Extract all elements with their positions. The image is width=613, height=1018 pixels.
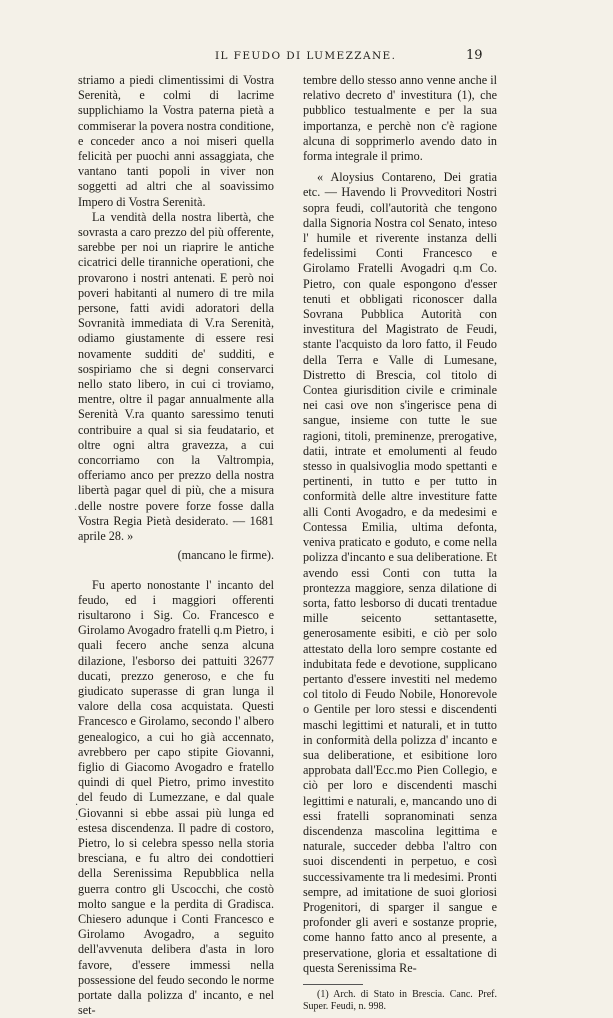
margin-mark: · (74, 505, 77, 516)
running-header (0, 50, 613, 66)
right-paragraph-2: « Aloysius Contareno, Dei gratia etc. — Havendo li Provveditori Nostri sopra feudi, coll'autorità che tengono dalla Signoria Nostra col Senato, inteso l' humile et riverente instanza delli fedelissimi Conti Francesco e Girolamo Fratelli Avogadri q.m Co. Pietro, con quale espongono d'esser tenuti et obbligati riconoscer dalla Sovrana Pubblica Autorità con investitura del Magistrato de Feudi, stante l'acquisto da loro fatto, il Feudo della Terra e Valle di Lumesane, Distretto di Brescia, col titolo di Contea giurisdition civile e criminale nei casi ove non s'ingerisce pena di sangue, insieme con tutte le sue ragioni, titoli, preminenze, prerogative, datii, intrate et emolumenti al feudo stesso in qualsivoglia modo spettanti e pertinenti, in tutto e per tutto in conformità delle altre investiture fatte alli Conti Avogadro, e da medesimi e Contessa Emilia, ultima defonta, veniva praticato e goduto, e come nella polizza d'incanto e sua deliberatione. Et avendo essi Conti con tutta la prontezza maggiore, senza dilatione di sorta, fatto lesborso di ducati trentadue mille seicento settantasette, generosamente esibiti, e ciò per solo attestato della loro sempre costante ed indubitata fede e devotione, supplicano pertanto d'essere investiti nel medemo col titolo di Feudo Nobile, Honorevole o Gentile per loro stessi e discendenti maschi legittimi et naturali, et in tutto in conformità della polizza d' incanto e sua deliberatione, et esibitione loro approbata dall'Ecc.mo Pien Collegio, e ciò per loro e discendenti maschi legittimi e naturali, e, mancando uno di essi fratelli sopranominati senza discendenza mascolina legittima e naturale, succeder debba l'altro con suoi discendenti in perpetuo, e così successivamente tra li medesimi. Pronti sempre, ad imitatione de suoi gloriosi Progenitori, di sparger il sangue e profonder gli averi e sostanze proprie, come hanno fatto anco al presente, a preservatione, gloria et essaltatione di questa Serenissima Re- (303, 170, 497, 976)
margin-mark: · (75, 800, 78, 811)
footnote-rule (303, 984, 363, 985)
left-paragraph-2: La vendità della nostra libertà, che sovrasta a caro prezzo del più offerente, sarebbe per noi un riaprire le antiche cicatrici delle tiranniche operationi, che provarono i nostri antenati. E però noi poveri habitanti al numero di tre mila persone, fatti avidi adoratori della Sovranità immediata di V.ra Serenità, odiamo giustamente di essere resi novamente sudditi de' sudditi, e sospiriamo che si degni conservarci nello stato libero, in cui ci troviamo, mentre, oltre il pagar annualmente alla Serenità V.ra quanto saressimo tenuti contribuire a qual si sia feudatario, et oltre ogni altra gravezza, a cui concorriamo con la Valtrompia, offeriamo anco per prezzo della nostra libertà pagar quel di più, che a misura delle nostre povere forze fosse dalla Vostra Regia Pietà desiderato. — 1681 aprile 28. » (78, 210, 274, 544)
running-title: IL FEUDO DI LUMEZZANE. (215, 50, 396, 62)
left-column (78, 73, 274, 1018)
signature-note: (mancano le firme). (78, 548, 274, 563)
page-number: 19 (466, 48, 483, 63)
footnote: (1) Arch. di Stato in Brescia. Canc. Pref. Super. Feudi, n. 998. (303, 989, 497, 1013)
right-column (303, 73, 497, 1013)
left-paragraph-3: Fu aperto nonostante l' incanto del feudo, ed i maggiori offerenti risultarono i Sig. Co. Francesco e Girolamo Avogadro fratelli q.m Pietro, i quali fecero anche senza alcuna dilazione, l'esborso dei pattuiti 32677 ducati, prezzo generoso, e che fu giudicato superasse di gran lunga il valore della cosa acquistata. Questi Francesco e Girolamo, secondo l' albero genealogico, a cui ho già accennato, avrebbero per capo stipite Giovanni, figlio di Giacomo Avogadro e fratello quindi di quel Pietro, primo investito del feudo di Lumezzane, e dal quale Giovanni si ebbe assai più lunga ed estesa discendenza. Il padre di costoro, Pietro, lo si celebra spesso nella storia bresciana, e fu altro dei condottieri della Serenissima Repubblica nella guerra contro gli Uscocchi, che costò molto sangue e la perdita di Gradisca. Chiesero adunque i Conti Francesco e Girolamo Avogadro, a seguito dell'avvenuta delibera d'asta in loro favore, d'essere immessi nella possessione del feudo secondo le norme portate dalla polizza d' incanto, e nel set- (78, 578, 274, 1018)
right-paragraph-1: tembre dello stesso anno venne anche il relativo decreto d' investitura (1), che pubblico testualmente e per la sua importanza, e perchè non c'è ragione alcuna di sopprimerlo avendo dato in forma integrale il primo. (303, 73, 497, 164)
margin-mark: · (75, 815, 78, 826)
left-paragraph-1: striamo a piedi climentissimi di Vostra Serenità, e colmi di lacrime supplichiamo la Vostra paterna pietà a commiserar la povera nostra conditione, e conceder anco a noi miseri quella felicità per puochi anni assaggiata, che vantano tanti popoli in viver non soggetti ad altri che al soavissimo Impero di Vostra Serenità. (78, 73, 274, 210)
